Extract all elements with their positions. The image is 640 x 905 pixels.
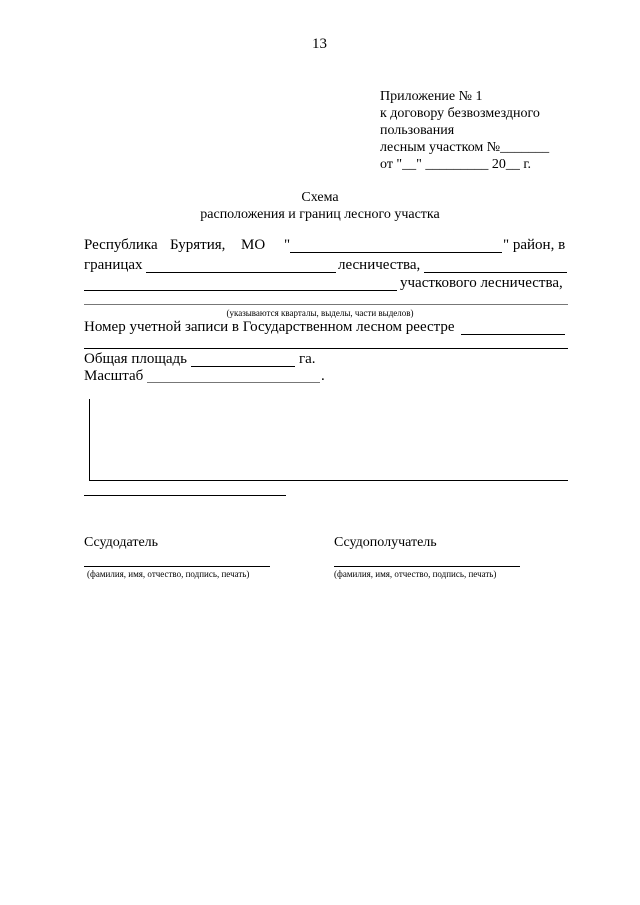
label-district-forestry: участкового лесничества,	[400, 275, 563, 291]
field-boundaries[interactable]	[146, 272, 336, 273]
label-buryatia: Бурятия,	[170, 237, 226, 253]
label-district: " район, в	[503, 237, 566, 253]
label-scale: Масштаб	[84, 368, 144, 384]
lender-hint: (фамилия, имя, отчество, подпись, печать)	[87, 569, 250, 579]
borrower-signature-line[interactable]	[334, 566, 520, 567]
borrower-title: Ссудополучатель	[334, 535, 437, 550]
field-scale[interactable]	[147, 382, 320, 383]
legend-line[interactable]	[84, 495, 286, 496]
borrower-hint: (фамилия, имя, отчество, подпись, печать)	[334, 569, 497, 579]
lender-title: Ссудодатель	[84, 535, 159, 550]
field-quarters[interactable]	[84, 304, 568, 305]
label-mo: МО	[241, 237, 266, 253]
appendix-line-1: Приложение № 1	[380, 89, 483, 104]
appendix-line-4: лесным участком №_______	[380, 140, 550, 155]
appendix-line-5: от "__" _________ 20__ г.	[380, 157, 532, 172]
label-forestry: лесничества,	[338, 257, 421, 273]
page-number: 13	[312, 36, 327, 52]
map-area-bottom-border	[89, 480, 568, 481]
field-registry[interactable]	[461, 334, 565, 335]
scale-period: .	[321, 368, 325, 384]
label-registry: Номер учетной записи в Государственном лесном реестре	[84, 319, 455, 335]
field-district-forestry[interactable]	[84, 290, 397, 291]
field-registry-continued[interactable]	[84, 348, 568, 349]
schema-subtitle: расположения и границ лесного участка	[200, 207, 440, 222]
schema-title: Схема	[301, 190, 339, 205]
label-area: Общая площадь	[84, 351, 188, 367]
field-forestry[interactable]	[424, 272, 567, 273]
label-area-unit: га.	[299, 351, 316, 367]
label-republic: Республика	[84, 237, 158, 253]
appendix-line-3: пользования	[380, 123, 455, 138]
map-area-left-border	[89, 399, 90, 480]
label-boundaries: границах	[84, 257, 143, 273]
appendix-line-2: к договору безвозмездного	[380, 106, 540, 121]
lender-signature-line[interactable]	[84, 566, 270, 567]
field-area[interactable]	[191, 366, 295, 367]
hint-quarters: (указываются кварталы, выделы, части выделов)	[226, 308, 414, 318]
field-mo[interactable]	[290, 252, 502, 253]
quote-open: "	[284, 237, 291, 253]
